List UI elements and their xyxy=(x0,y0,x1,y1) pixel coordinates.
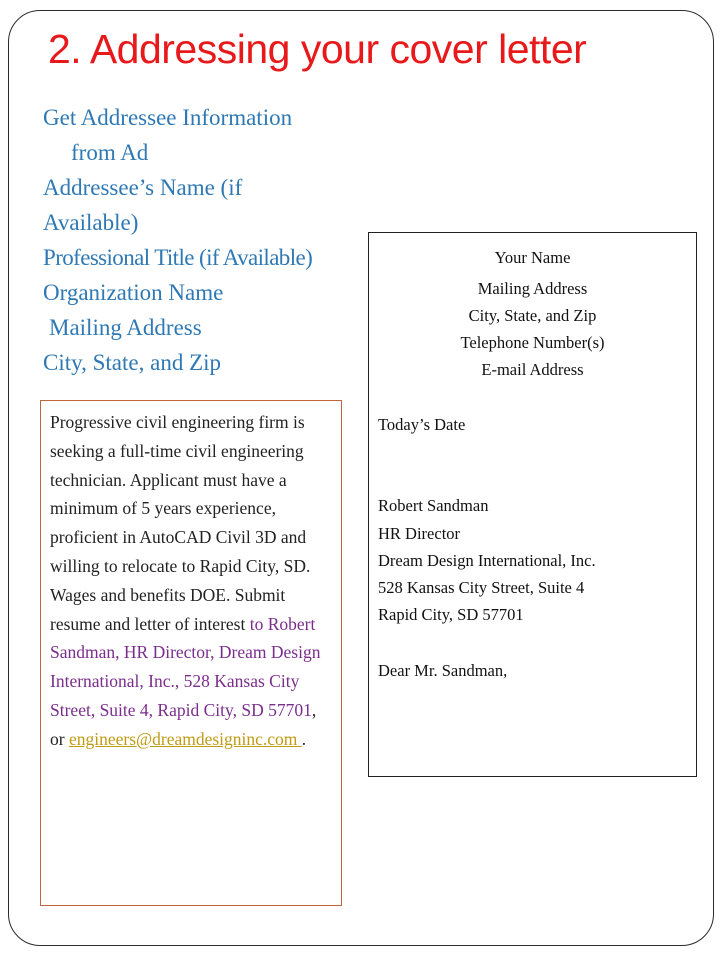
letter-recipient-city: Rapid City, SD 57701 xyxy=(378,605,524,624)
job-ad-connector: , or xyxy=(50,699,317,749)
letter-email: E-mail Address xyxy=(481,360,584,379)
mailing-address-item: Mailing Address xyxy=(49,315,202,340)
cover-letter-box xyxy=(368,232,697,777)
addressee-name-item-cont: Available) xyxy=(43,210,139,235)
addressee-info-heading-cont: from Ad xyxy=(71,140,149,165)
letter-recipient-title: HR Director xyxy=(378,524,461,543)
job-ad-box xyxy=(40,400,342,906)
letter-salutation: Dear Mr. Sandman, xyxy=(378,661,508,680)
professional-title-item: Professional Title (if Available) xyxy=(43,245,313,270)
letter-recipient-org: Dream Design International, Inc. xyxy=(378,551,596,570)
addressee-name-item: Addressee’s Name (if xyxy=(43,175,243,200)
letter-your-name: Your Name xyxy=(494,248,571,267)
slide-title: 2. Addressing your cover letter xyxy=(48,26,587,72)
letter-recipient-name: Robert Sandman xyxy=(378,496,489,515)
letter-telephone: Telephone Number(s) xyxy=(460,333,605,352)
job-ad-text: Progressive civil engineering firm is seeking a full-time civil engineering technician. Applicant must have a minimum of 5 years experience, proficient in AutoCAD Civil 3D and willing to relocate to Rapid City, SD. Wages and benefits DOE. Submit resume and letter of interest xyxy=(50,412,311,634)
addressee-info-heading: Get Addressee Information xyxy=(43,105,293,130)
letter-date: Today’s Date xyxy=(378,415,466,434)
organization-name-item: Organization Name xyxy=(43,280,224,305)
addressee-info-list xyxy=(43,100,373,380)
city-state-zip-item: City, State, and Zip xyxy=(43,350,222,375)
job-ad-email-link[interactable]: engineers@dreamdesigninc.com xyxy=(68,728,302,749)
letter-mailing-address: Mailing Address xyxy=(477,279,588,298)
letter-recipient-street: 528 Kansas City Street, Suite 4 xyxy=(378,578,585,597)
job-ad-end: . xyxy=(301,728,307,749)
letter-city-state-zip: City, State, and Zip xyxy=(468,306,597,325)
job-ad-contact: to Robert Sandman, HR Director, Dream Design International, Inc., 528 Kansas City Street, Suite 4, Rapid City, SD 57701 xyxy=(50,613,321,720)
